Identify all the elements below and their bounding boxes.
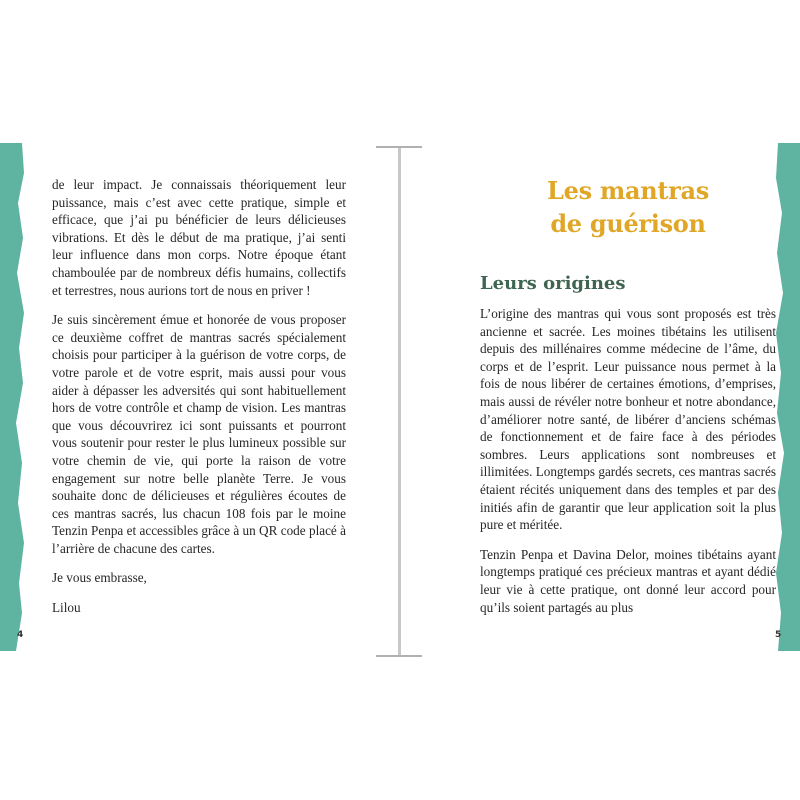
section-heading: Leurs origines [480,273,626,294]
left-page-number: 4 [17,630,24,640]
right-paragraph-1: L’origine des mantras qui vous sont proposés est très ancienne et sacrée. Les moines tibétains les utilisent depuis des millénaires comme médecine de l’âme, du corps et de l’esprit. Leur puissance nous permet à la fois de nous libérer de certaines émotions, d’emprises, mais aussi de révéler notre bonheur et notre abondance, d’améliorer notre santé, de libérer d’anciens schémas de fonctionnement et de faire face à des périodes sombres. Leurs applications sont nombreuses et illimitées. Longtemps gardés secrets, ces mantras sacrés étaient récités uniquement dans des temples et par des initiés afin de garantir que leur application soit la plus pure et méritée. [480,306,776,533]
left-signature: Lilou [52,600,81,616]
left-brush-edge [0,143,24,651]
gutter-top-mark [376,146,422,148]
left-page-body [52,176,346,629]
right-page-number: 5 [775,630,782,640]
right-page-body [480,305,776,628]
chapter-title-line-2: de guérison [550,209,706,238]
page-gutter [398,148,401,656]
gutter-bottom-mark [376,655,422,657]
right-paragraph-2: Tenzin Penpa et Davina Delor, moines tibétains ayant longtemps pratiqué ces précieux mantras et ayant dédié leur vie à cette pratique, ont donné leur accord pour qu’ils soient partagés au plus [480,546,776,615]
chapter-title-line-1: Les mantras [547,176,709,205]
chapter-title [480,174,776,240]
left-paragraph-1: de leur impact. Je connaissais théoriquement leur puissance, mais c’est avec cette pratique, simple et efficace, que j’ai pu bénéficier de leurs délicieuses vibrations. Et dès le début de ma pratique, j’ai senti leur influence dans mon corps. Notre époque étant chamboulée par de nombreux défis humains, collectifs et terrestres, nous aurions tort de nous en priver ! [52,177,346,298]
left-paragraph-2: Je suis sincèrement émue et honorée de vous proposer ce deuxième coffret de mantras sacrés spécialement choisis pour participer à la guérison de votre corps, de votre parole et de votre esprit, mais aussi pour vous aider à dépasser les adversités qui sont habituellement hors de votre contrôle et champ de vision. Les mantras que vous découvrirez ici sont puissants et pourront vous soutenir pour rester le plus lumineux possible sur votre chemin de vie, qui porte la raison de votre engagement sur notre belle planète Terre. Je vous souhaite donc de délicieuses et régulières écoutes de ces mantras sacrés, lus chacun 108 fois par le moine Tenzin Penpa et accessibles grâce à un QR code placé à l’arrière de chacune des cartes. [52,312,346,556]
left-closing: Je vous embrasse, [52,570,147,586]
right-brush-edge [776,143,800,651]
